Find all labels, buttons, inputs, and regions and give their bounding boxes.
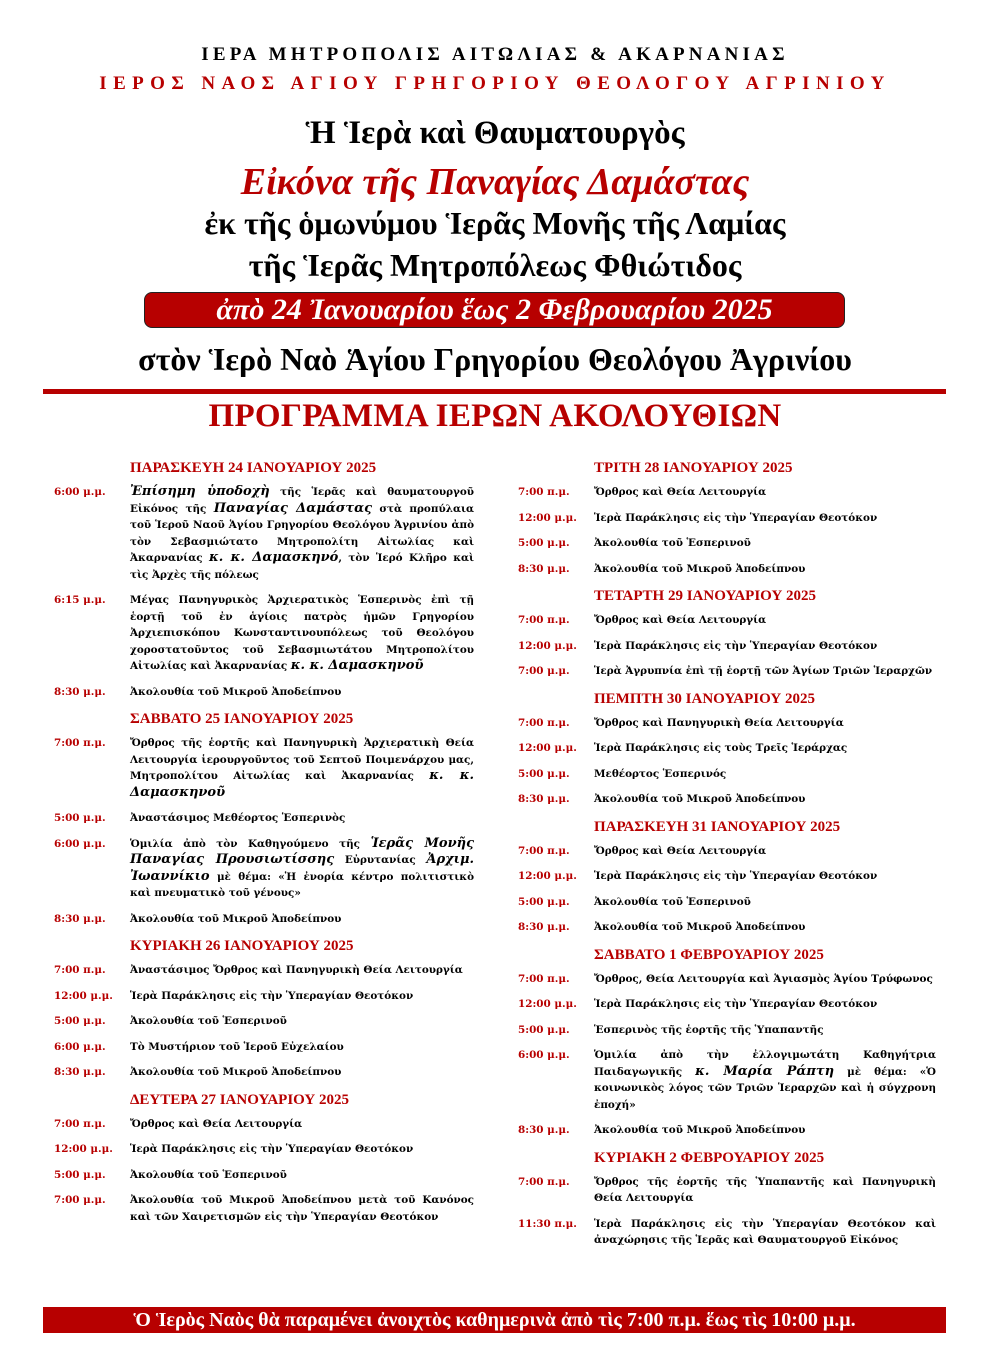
event-text: Ὄρθρος καὶ Θεία Λειτουργία xyxy=(594,844,767,857)
footer-banner: Ὁ Ἱερὸς Ναὸς θὰ παραμένει ἀνοιχτὸς καθημερινὰ ἀπὸ τὶς 7:00 π.μ. ἕως τὶς 10:00 μ.μ. xyxy=(43,1307,946,1333)
event-description xyxy=(594,1047,936,1113)
event-text: Ὄρθρος καὶ Θεία Λειτουργία xyxy=(130,1117,303,1130)
event-text: Ἱερὰ Παράκλησις εἰς τὴν Ὑπεραγίαν Θεοτόκον xyxy=(130,1143,414,1155)
event-description xyxy=(130,1141,474,1158)
day-heading: ΚΥΡΙΑΚΗ 2 ΦΕΒΡΟΥΑΡΙΟΥ 2025 xyxy=(594,1149,825,1166)
event-description xyxy=(594,1174,936,1207)
event-description xyxy=(130,1167,474,1184)
title-line-4: τῆς Ἱερᾶς Μητροπόλεως Φθιώτιδος xyxy=(248,247,742,283)
schedule-event xyxy=(518,919,936,936)
event-description xyxy=(130,836,474,902)
event-description xyxy=(594,1122,936,1139)
event-time: 7:00 π.μ. xyxy=(54,964,106,976)
event-emphasis: κ. κ. Δαμασκηνό xyxy=(208,550,339,565)
event-text: Ὄρθρος, Θεία Λειτουργία καὶ Ἁγιασμὸς Ἁγίου Τρύφωνος xyxy=(594,972,933,985)
event-text: Ἀκολουθία τοῦ Ἑσπερινοῦ xyxy=(130,1168,287,1181)
schedule-event xyxy=(54,592,474,675)
event-time: 12:00 μ.μ. xyxy=(518,742,577,754)
schedule-event xyxy=(518,1022,936,1039)
event-description xyxy=(594,1022,936,1039)
event-time: 7:00 π.μ. xyxy=(54,1117,106,1130)
event-text: μὲ θέμα: «Ἡ ἐνορία κέντρο πολιτιστικὸ καὶ πνευματικὸ τοῦ γένους» xyxy=(130,870,474,899)
header-church: ΙΕΡΟΣ ΝΑΟΣ ΑΓΙΟΥ ΓΡΗΓΟΡΙΟΥ ΘΕΟΛΟΓΟΥ ΑΓΡΙΝΙΟΥ xyxy=(99,73,891,94)
day-heading: ΤΕΤΑΡΤΗ 29 ΙΑΝΟΥΑΡΙΟΥ 2025 xyxy=(594,588,817,604)
event-time: 6:00 μ.μ. xyxy=(54,486,106,498)
event-time: 7:00 π.μ. xyxy=(518,844,570,857)
event-time: 7:00 π.μ. xyxy=(518,614,570,626)
event-emphasis: κ. κ. Δαμασκηνοῦ xyxy=(130,768,474,800)
event-description xyxy=(130,962,474,979)
schedule-event xyxy=(518,971,936,988)
event-text: τῆς Ἱερᾶς καὶ θαυματουργοῦ Εἰκόνος τῆς xyxy=(130,486,474,515)
event-emphasis: Ἱερᾶς Μονῆς Παναγίας Προυσιωτίσσης xyxy=(130,835,474,867)
day-heading: ΤΡΙΤΗ 28 ΙΑΝΟΥΑΡΙΟΥ 2025 xyxy=(594,460,793,476)
schedule-event xyxy=(54,988,474,1005)
event-time: 5:00 μ.μ. xyxy=(518,895,570,908)
event-time: 7:00 π.μ. xyxy=(518,716,570,729)
event-text: Μέγας Πανηγυρικὸς Ἀρχιερατικὸς Ἑσπερινὸς ἐπὶ τῇ ἑορτῇ τοῦ ἐν ἁγίοις πατρὸς ἡμῶν Γρηγορίου Ἀρχιεπισκόπου Κωνσταντινουπόλεως τοῦ Θεολόγου χοροστατοῦντος τοῦ Σεβασμιωτάτου Μητροπολίτου Αἰτωλίας καὶ Ἀκαρνανίας xyxy=(130,594,474,672)
event-time: 6:00 μ.μ. xyxy=(54,837,106,850)
schedule-event xyxy=(518,1174,936,1207)
day-heading: ΠΑΡΑΣΚΕΥΗ 24 ΙΑΝΟΥΑΡΙΟΥ 2025 xyxy=(130,460,377,476)
event-text: Ἱερὰ Παράκλησις εἰς τὴν Ὑπεραγίαν Θεοτόκον xyxy=(594,639,878,652)
schedule-event xyxy=(54,1141,474,1158)
event-text: Ἱερὰ Ἀγρυπνία ἐπὶ τῇ ἑορτῇ τῶν Ἁγίων Τριῶν Ἱεραρχῶν xyxy=(594,665,933,677)
event-time: 8:30 μ.μ. xyxy=(518,562,570,575)
day-heading: ΠΕΜΠΤΗ 30 ΙΑΝΟΥΑΡΙΟΥ 2025 xyxy=(594,690,815,707)
event-emphasis: Παναγίας Δαμάστας xyxy=(213,500,373,516)
event-emphasis: Ἀρχιμ. Ἰωαννίκιο xyxy=(130,852,475,884)
schedule-event xyxy=(518,1216,936,1249)
event-text: στὰ προπύλαια τοῦ Ἱεροῦ Ναοῦ Ἁγίου Γρηγορίου Θεολόγου Ἀγρινίου ἀπὸ τὸν Σεβασμιώτατο Μητροπολίτη Αἰτωλίας καὶ Ἀκαρνανίας xyxy=(130,502,474,564)
event-time: 7:00 π.μ. xyxy=(518,972,570,985)
event-description xyxy=(594,791,936,808)
event-text: Ἱερὰ Παράκλησις εἰς τὴν Ὑπεραγίαν Θεοτόκον xyxy=(594,998,878,1010)
event-text: Τὸ Μυστήριον τοῦ Ἱεροῦ Εὐχελαίου xyxy=(130,1040,344,1053)
day-heading: ΠΑΡΑΣΚΕΥΗ 31 ΙΑΝΟΥΑΡΙΟΥ 2025 xyxy=(594,818,841,835)
event-time: 5:00 μ.μ. xyxy=(54,812,106,824)
divider-rule xyxy=(43,389,946,394)
event-description xyxy=(594,971,936,988)
event-text: Ὄρθρος καὶ Πανηγυρικὴ Θεία Λειτουργία xyxy=(594,716,844,729)
schedule-event xyxy=(518,535,936,552)
event-text: Ἀκολουθία τοῦ Ἑσπερινοῦ xyxy=(594,537,751,549)
event-time: 7:00 μ.μ. xyxy=(518,665,570,677)
event-text: Ἱερὰ Παράκλησις εἰς τὴν Ὑπεραγίαν Θεοτόκον xyxy=(130,989,414,1002)
event-text: Ἱερὰ Παράκλησις εἰς τοὺς Τρεῖς Ἱεράρχας xyxy=(594,742,848,754)
event-description xyxy=(594,612,936,629)
event-time: 12:00 μ.μ. xyxy=(518,870,577,882)
event-time: 8:30 μ.μ. xyxy=(518,921,570,933)
event-text: Ὄρθρος καὶ Θεία Λειτουργία xyxy=(594,614,767,626)
event-text: Ὄρθρος τῆς ἑορτῆς καὶ Πανηγυρικὴ Ἀρχιερατικὴ Θεία Λειτουργία ἱερουργοῦντος τοῦ Σεπτοῦ Ποιμενάρχου μας, Μητροπολίτου Αἰτωλίας καὶ Ἀκαρνανίας xyxy=(130,737,474,782)
event-description xyxy=(130,592,474,675)
event-description xyxy=(594,1216,936,1249)
schedule-event xyxy=(54,484,474,583)
schedule-event xyxy=(518,612,936,629)
schedule-event xyxy=(518,663,936,680)
event-description xyxy=(130,1039,474,1056)
event-time: 12:00 μ.μ. xyxy=(518,998,577,1010)
event-time: 7:00 π.μ. xyxy=(518,486,570,498)
schedule-event xyxy=(54,1116,474,1133)
schedule-event xyxy=(518,766,936,783)
event-emphasis: κ. κ. Δαμασκηνοῦ xyxy=(290,658,424,673)
event-description xyxy=(594,996,936,1013)
event-description xyxy=(130,1013,474,1030)
event-text: Ἀκολουθία τοῦ Μικροῦ Ἀποδείπνου xyxy=(130,685,342,698)
schedule-event xyxy=(518,484,936,501)
event-time: 7:00 π.μ. xyxy=(54,737,106,749)
schedule-event xyxy=(54,810,474,827)
event-time: 7:00 π.μ. xyxy=(518,1175,570,1188)
event-description xyxy=(130,484,474,583)
schedule-event xyxy=(54,1013,474,1030)
event-description xyxy=(594,535,936,552)
schedule-event xyxy=(54,962,474,979)
title-line-3: ἐκ τῆς ὁμωνύμου Ἱερᾶς Μονῆς τῆς Λαμίας xyxy=(204,205,786,241)
event-emphasis: Ἐπίσημη ὑποδοχὴ xyxy=(130,484,270,499)
event-time: 7:00 μ.μ. xyxy=(54,1194,106,1206)
title-icon-name: Εἰκόνα τῆς Παναγίας Δαμάστας xyxy=(240,161,750,203)
event-time: 6:15 μ.μ. xyxy=(54,594,106,606)
event-emphasis: κ. Μαρία Ράπτη xyxy=(695,1063,835,1079)
event-text: Ἀκολουθία τοῦ Μικροῦ Ἀποδείπνου xyxy=(594,921,806,933)
schedule-event xyxy=(518,843,936,860)
schedule-event xyxy=(518,510,936,527)
schedule-event xyxy=(518,715,936,732)
event-description xyxy=(130,1116,474,1133)
event-text: Ἀκολουθία τοῦ Μικροῦ Ἀποδείπνου xyxy=(594,1124,806,1136)
event-description xyxy=(594,894,936,911)
location-line: στὸν Ἱερὸ Ναὸ Ἁγίου Γρηγορίου Θεολόγου Ἀγρινίου xyxy=(138,341,852,377)
event-description xyxy=(594,766,936,783)
event-description xyxy=(594,484,936,501)
schedule-right-column xyxy=(518,458,936,1258)
event-time: 8:30 μ.μ. xyxy=(54,912,106,925)
event-text: Μεθέορτος Ἑσπερινός xyxy=(594,767,727,780)
event-time: 8:30 μ.μ. xyxy=(54,685,106,698)
event-time: 8:30 μ.μ. xyxy=(518,1124,570,1136)
event-description xyxy=(594,919,936,936)
event-text: Ἀναστάσιμος Μεθέορτος Ἑσπερινὸς xyxy=(130,812,346,824)
event-description xyxy=(130,684,474,701)
event-text: Ἱερὰ Παράκλησις εἰς τὴν Ὑπεραγίαν Θεοτόκον xyxy=(594,870,878,882)
event-time: 5:00 μ.μ. xyxy=(54,1168,106,1181)
event-description xyxy=(594,638,936,655)
schedule-event xyxy=(54,1192,474,1225)
header-metropolis: ΙΕΡΑ ΜΗΤΡΟΠΟΛΙΣ ΑΙΤΩΛΙΑΣ & ΑΚΑΡΝΑΝΙΑΣ xyxy=(201,44,789,65)
event-text: Ἀκολουθία τοῦ Μικροῦ Ἀποδείπνου xyxy=(594,793,806,805)
event-description xyxy=(130,1192,474,1225)
day-heading: ΚΥΡΙΑΚΗ 26 ΙΑΝΟΥΑΡΙΟΥ 2025 xyxy=(130,938,354,954)
event-text: μὲ θέμα: «Ὁ κοινωνικὸς λόγος τῶν Τριῶν Ἱεραρχῶν καὶ ἡ σύγχρονη ἐποχή» xyxy=(594,1065,936,1111)
schedule-event xyxy=(54,1167,474,1184)
event-description xyxy=(594,663,936,680)
event-text: Εὐρυτανίας xyxy=(334,854,427,866)
event-time: 6:00 μ.μ. xyxy=(54,1040,106,1053)
event-text: Ἱερὰ Παράκλησις εἰς τὴν Ὑπεραγίαν Θεοτόκον καὶ ἀναχώρησις τῆς Ἱερᾶς καὶ Θαυματουργοῦ Εἰκόνος xyxy=(594,1217,936,1246)
event-text: Ὄρθρος καὶ Θεία Λειτουργία xyxy=(594,486,767,498)
schedule-event xyxy=(54,1039,474,1056)
event-description xyxy=(130,911,474,928)
event-time: 5:00 μ.μ. xyxy=(54,1015,106,1027)
title-line-1: Ἡ Ἱερὰ καὶ Θαυματουργὸς xyxy=(305,115,685,151)
event-text: Ὁμιλία ἀπὸ τὸν Καθηγούμενο τῆς xyxy=(130,837,371,850)
day-heading: ΔΕΥΤΕΡΑ 27 ΙΑΝΟΥΑΡΙΟΥ 2025 xyxy=(130,1091,350,1108)
event-text: Ἑσπερινὸς τῆς ἑορτῆς τῆς Ὑπαπαντῆς xyxy=(594,1023,824,1036)
event-description xyxy=(130,735,474,801)
event-description xyxy=(594,510,936,527)
schedule-event xyxy=(54,836,474,902)
event-time: 12:00 μ.μ. xyxy=(518,639,577,652)
event-time: 11:30 π.μ. xyxy=(518,1217,577,1230)
event-text: Ἀκολουθία τοῦ Μικροῦ Ἀποδείπνου xyxy=(594,562,806,575)
schedule-event xyxy=(518,894,936,911)
event-time: 5:00 μ.μ. xyxy=(518,537,570,549)
schedule-event xyxy=(518,740,936,757)
event-time: 5:00 μ.μ. xyxy=(518,767,570,780)
schedule-event xyxy=(518,996,936,1013)
schedule-event xyxy=(54,1064,474,1081)
event-text: , τὸν Ἱερό Κλῆρο καὶ τὶς Ἀρχὲς τῆς πόλεως xyxy=(130,552,475,581)
event-text: Ἀκολουθία τοῦ Ἑσπερινοῦ xyxy=(130,1015,287,1027)
schedule-event xyxy=(54,735,474,801)
event-time: 12:00 μ.μ. xyxy=(518,511,577,524)
event-text: Ἀκολουθία τοῦ Ἑσπερινοῦ xyxy=(594,895,751,908)
schedule-event xyxy=(518,638,936,655)
event-text: Ἀκολουθία τοῦ Μικροῦ Ἀποδείπνου xyxy=(130,1066,342,1078)
schedule-event xyxy=(518,868,936,885)
schedule-event xyxy=(518,791,936,808)
event-description xyxy=(130,1064,474,1081)
day-heading: ΣΑΒΒΑΤΟ 1 ΦΕΒΡΟΥΑΡΙΟΥ 2025 xyxy=(594,946,824,963)
event-description xyxy=(594,740,936,757)
event-time: 5:00 μ.μ. xyxy=(518,1023,570,1036)
schedule-left-column xyxy=(54,458,474,1234)
event-text: Ὁμιλία ἀπὸ τὴν ἐλλογιμωτάτη Καθηγήτρια Παιδαγωγικῆς xyxy=(594,1049,936,1078)
date-range-badge: ἀπὸ 24 Ἰανουαρίου ἕως 2 Φεβρουαρίου 2025 xyxy=(144,292,845,328)
event-description xyxy=(130,810,474,827)
event-text: Ἀκολουθία τοῦ Μικροῦ Ἀποδείπνου xyxy=(130,912,342,925)
event-time: 6:00 μ.μ. xyxy=(518,1049,570,1061)
event-text: Ἀναστάσιμος Ὄρθρος καὶ Πανηγυρικὴ Θεία Λειτουργία xyxy=(130,964,463,976)
event-description xyxy=(130,988,474,1005)
schedule-event xyxy=(518,561,936,578)
event-time: 8:30 μ.μ. xyxy=(518,793,570,805)
event-description xyxy=(594,843,936,860)
program-title: ΠΡΟΓΡΑΜΜΑ ΙΕΡΩΝ ΑΚΟΛΟΥΘΙΩΝ xyxy=(208,398,782,434)
schedule-event xyxy=(54,911,474,928)
day-heading: ΣΑΒΒΑΤΟ 25 ΙΑΝΟΥΑΡΙΟΥ 2025 xyxy=(130,711,354,727)
event-time: 8:30 μ.μ. xyxy=(54,1066,106,1078)
event-text: Ὄρθρος τῆς ἑορτῆς τῆς Ὑπαπαντῆς καὶ Πανηγυρικὴ Θεία Λειτουργία xyxy=(594,1175,936,1204)
event-description xyxy=(594,715,936,732)
schedule-event xyxy=(54,684,474,701)
event-text: Ἀκολουθία τοῦ Μικροῦ Ἀποδείπνου μετὰ τοῦ Κανόνος καὶ τῶν Χαιρετισμῶν εἰς τὴν Ὑπεραγίαν Θεοτόκον xyxy=(130,1194,474,1223)
event-time: 12:00 μ.μ. xyxy=(54,1143,113,1155)
event-description xyxy=(594,561,936,578)
event-text: Ἱερὰ Παράκλησις εἰς τὴν Ὑπεραγίαν Θεοτόκον xyxy=(594,511,878,524)
schedule-event xyxy=(518,1122,936,1139)
event-time: 12:00 μ.μ. xyxy=(54,989,113,1002)
schedule-event xyxy=(518,1047,936,1113)
event-description xyxy=(594,868,936,885)
